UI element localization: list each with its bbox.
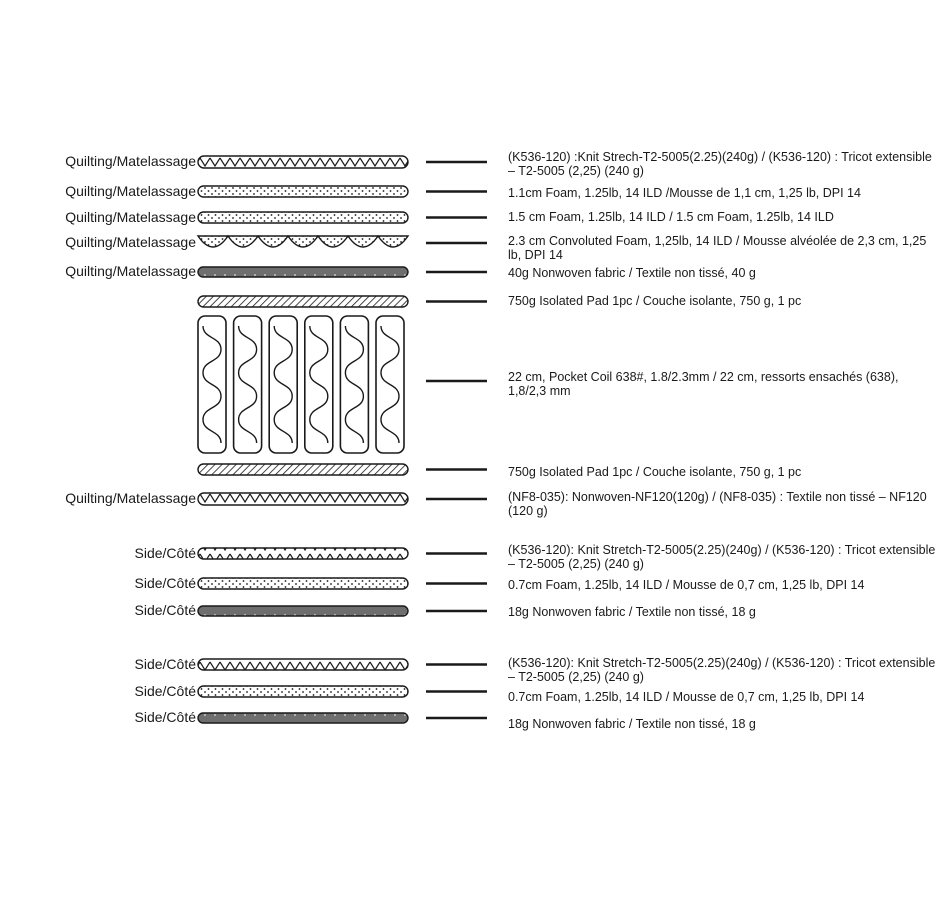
layer-zigzag-12 <box>198 659 408 670</box>
layer-zigzag-9 <box>198 548 408 559</box>
layer-label: Quilting/Matelassage <box>65 263 196 279</box>
layer-description: 2.3 cm Convoluted Foam, 1,25lb, 14 ILD / Mousse alvéolée de 2,3 cm, 1,25 lb, DPI 14 <box>508 234 927 262</box>
pocket-coil <box>198 316 226 453</box>
layer-description: 22 cm, Pocket Coil 638#, 1.8/2.3mm / 22 cm, ressorts ensachés (638), 1,8/2,3 mm <box>508 370 899 398</box>
layer-convoluted-3 <box>198 236 408 247</box>
layer-description: 0.7cm Foam, 1.25lb, 14 ILD / Mousse de 0,7 cm, 1,25 lb, DPI 14 <box>508 690 865 704</box>
pocket-coil <box>376 316 404 453</box>
layer-description: 40g Nonwoven fabric / Textile non tissé, 40 g <box>508 266 756 280</box>
layer-nonwoven-11 <box>198 606 408 616</box>
layer-label: Quilting/Matelassage <box>65 208 196 225</box>
layer-description: 750g Isolated Pad 1pc / Couche isolante, 750 g, 1 pc <box>508 465 802 479</box>
layer-description: 18g Nonwoven fabric / Textile non tissé, 18 g <box>508 605 756 619</box>
layer-description: 18g Nonwoven fabric / Textile non tissé, 18 g <box>508 717 756 731</box>
layer-dots-1 <box>198 186 408 197</box>
layer-description: 1.5 cm Foam, 1.25lb, 14 ILD / 1.5 cm Foam, 1.25lb, 14 ILD <box>508 210 834 224</box>
layer-label: Side/Côté <box>134 544 196 561</box>
layer-label: Side/Côté <box>134 682 196 699</box>
layer-description: (NF8-035): Nonwoven-NF120(120g) / (NF8-035) : Textile non tissé – NF120 (120 g) <box>508 490 927 518</box>
layer-label: Side/Côté <box>134 709 196 725</box>
pocket-coil <box>305 316 333 453</box>
layer-hatch-5 <box>198 296 408 307</box>
layer-coils-6 <box>198 316 404 453</box>
layer-description: 0.7cm Foam, 1.25lb, 14 ILD / Mousse de 0,7 cm, 1,25 lb, DPI 14 <box>508 578 865 592</box>
layer-label: Quilting/Matelassage <box>65 234 196 250</box>
layer-dots-10 <box>198 578 408 589</box>
layer-label: Quilting/Matelassage <box>65 182 196 199</box>
layer-description: (K536-120): Knit Stretch-T2-5005(2.25)(240g) / (K536-120) : Tricot extensible – T2-5005 (2,25) (240 g) <box>508 656 936 684</box>
layer-description: (K536-120) :Knit Strech-T2-5005(2.25)(240g) / (K536-120) : Tricot extensible – T2-5005 (2,25) (240 g) <box>508 150 932 178</box>
layer-label: Side/Côté <box>134 655 196 672</box>
pocket-coil <box>234 316 262 453</box>
layer-dots-2 <box>198 212 408 223</box>
layer-nonwoven-4 <box>198 267 408 277</box>
pocket-coil <box>269 316 297 453</box>
layer-label: Quilting/Matelassage <box>65 490 196 506</box>
layer-zigzag-8 <box>198 493 408 505</box>
layer-label: Quilting/Matelassage <box>65 153 196 169</box>
layer-description: 750g Isolated Pad 1pc / Couche isolante, 750 g, 1 pc <box>508 294 802 308</box>
layer-description: 1.1cm Foam, 1.25lb, 14 ILD /Mousse de 1,1 cm, 1,25 lb, DPI 14 <box>508 186 861 200</box>
layer-nonwoven-14 <box>198 713 408 723</box>
layer-label: Side/Côté <box>134 602 196 618</box>
layer-dots-13 <box>198 686 408 697</box>
layer-hatch-7 <box>198 464 408 475</box>
layer-zigzag-0 <box>198 156 408 168</box>
layer-label: Side/Côté <box>134 574 196 591</box>
pocket-coil <box>340 316 368 453</box>
layer-description: (K536-120): Knit Stretch-T2-5005(2.25)(240g) / (K536-120) : Tricot extensible – T2-5005 (2,25) (240 g) <box>508 543 936 571</box>
